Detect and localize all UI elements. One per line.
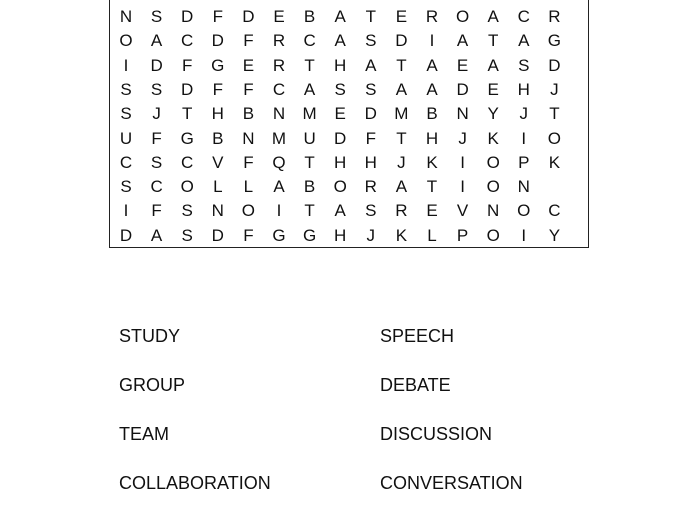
grid-letter: T — [181, 104, 193, 124]
grid-row — [110, 54, 588, 78]
grid-letter: A — [334, 201, 346, 221]
word-search-grid — [109, 0, 589, 248]
word-conversation: CONVERSATION — [380, 473, 523, 493]
grid-letter: O — [486, 177, 500, 197]
grid-letter: E — [242, 55, 255, 75]
grid-letter: G — [547, 31, 561, 51]
grid-letter: O — [486, 152, 500, 172]
grid-letter: E — [334, 104, 346, 124]
grid-letter: S — [120, 104, 132, 124]
grid-letter: F — [151, 201, 162, 221]
grid-letter: J — [550, 79, 559, 99]
grid-letter: I — [276, 201, 282, 221]
grid-letter: R — [364, 177, 377, 197]
grid-letter: C — [272, 79, 286, 99]
grid-letter: R — [548, 7, 561, 26]
grid-letter: G — [180, 128, 194, 148]
grid-letter: T — [304, 152, 315, 172]
grid-letter: L — [427, 225, 437, 245]
grid-letter: J — [458, 128, 467, 148]
grid-letter: S — [120, 177, 132, 197]
grid-letter: B — [303, 177, 316, 197]
grid-letter: I — [123, 55, 129, 75]
grid-letter: D — [150, 55, 163, 75]
grid-letter: F — [365, 128, 376, 148]
grid-letter: A — [456, 31, 469, 51]
grid-letter: G — [211, 55, 225, 75]
grid-letter: T — [365, 7, 376, 26]
grid-letter: O — [455, 7, 470, 26]
grid-letter: S — [150, 7, 163, 26]
grid-letter: A — [487, 55, 499, 75]
grid-letter: B — [303, 7, 316, 26]
grid-letter: A — [334, 31, 346, 51]
grid-letter: T — [426, 177, 438, 197]
grid-letter: K — [395, 225, 408, 245]
grid-letter: R — [425, 7, 439, 26]
grid-letter: H — [334, 55, 347, 75]
grid-letter: H — [517, 79, 530, 99]
grid-letter: B — [242, 104, 255, 124]
grid-letter: D — [119, 225, 133, 245]
grid-letter: M — [394, 104, 409, 124]
grid-letter: D — [334, 128, 347, 148]
grid-letter: U — [119, 128, 133, 148]
grid-letter: B — [212, 128, 224, 148]
grid-letter: Y — [548, 225, 561, 245]
grid-letter: N — [517, 177, 530, 197]
grid-letter: H — [364, 152, 377, 172]
grid-letter: A — [334, 7, 346, 26]
grid-row — [110, 199, 588, 223]
grid-row — [110, 127, 588, 151]
grid-row — [110, 224, 588, 248]
grid-letter: Q — [272, 152, 286, 172]
grid-letter: M — [302, 104, 317, 124]
grid-letter: C — [181, 31, 194, 51]
grid-letter: S — [181, 225, 193, 245]
grid-letter: I — [521, 128, 527, 148]
grid-letter: D — [395, 31, 408, 51]
grid-letter: S — [365, 201, 377, 221]
grid-letter: D — [364, 104, 377, 124]
grid-letter: T — [487, 31, 499, 51]
grid-letter: J — [397, 152, 406, 172]
grid-row — [110, 175, 588, 199]
grid-letter: D — [211, 225, 224, 245]
grid-letter: E — [273, 7, 285, 26]
grid-letter: A — [150, 31, 163, 51]
grid-letter: S — [181, 201, 193, 221]
grid-letter: R — [272, 31, 286, 51]
grid-letter: A — [426, 79, 438, 99]
grid-letter: S — [120, 79, 132, 99]
grid-letter: I — [429, 31, 435, 51]
grid-letter: O — [486, 225, 500, 245]
grid-letter: M — [271, 128, 287, 148]
grid-letter: I — [460, 177, 465, 197]
grid-letter: N — [119, 7, 133, 26]
grid-letter: P — [456, 225, 469, 245]
grid-row — [110, 151, 588, 175]
grid-letter: D — [211, 31, 224, 51]
grid-letter: L — [213, 177, 223, 197]
grid-letter: R — [395, 201, 408, 221]
grid-letter: T — [396, 55, 407, 75]
grid-letter: C — [181, 152, 194, 172]
grid-letter: S — [365, 79, 377, 99]
grid-letter: L — [243, 177, 254, 197]
grid-letter: F — [243, 79, 254, 99]
grid-letter: F — [212, 79, 223, 99]
grid-letter: P — [518, 152, 530, 172]
word-team: TEAM — [119, 424, 170, 444]
grid-letter: N — [272, 104, 286, 124]
grid-letter: O — [180, 177, 194, 197]
grid-letter: T — [304, 55, 315, 75]
grid-letter: I — [521, 225, 527, 245]
grid-letter: F — [243, 152, 254, 172]
grid-letter: U — [303, 128, 316, 148]
grid-letter: E — [395, 7, 408, 26]
grid-letter: F — [243, 31, 254, 51]
grid-letter: E — [426, 201, 438, 221]
grid-letter: N — [487, 201, 500, 221]
grid-letter: D — [456, 79, 469, 99]
grid-letter: D — [181, 79, 194, 99]
word-debate: DEBATE — [380, 375, 451, 395]
grid-letter: V — [212, 152, 224, 172]
grid-letter: A — [365, 55, 377, 75]
grid-letter: D — [548, 55, 561, 75]
word-speech: SPEECH — [380, 326, 455, 346]
grid-row — [110, 78, 588, 102]
grid-letter: A — [518, 31, 530, 51]
grid-letter: V — [456, 201, 469, 221]
grid-letter: G — [302, 225, 317, 245]
word-discussion: DISCUSSION — [380, 424, 493, 444]
grid-letter: I — [123, 201, 129, 221]
grid-letter: C — [303, 31, 316, 51]
grid-letter: A — [395, 177, 408, 197]
grid-letter: O — [241, 201, 255, 221]
grid-letter: A — [395, 79, 408, 99]
grid-letter: N — [211, 201, 224, 221]
grid-letter: H — [211, 104, 224, 124]
grid-letter: A — [303, 79, 316, 99]
grid-letter: H — [425, 128, 439, 148]
grid-letter: O — [333, 177, 347, 197]
grid-letter: A — [150, 225, 163, 245]
grid-letter: T — [396, 128, 407, 148]
grid-letter: B — [426, 104, 438, 124]
grid-letter: A — [273, 177, 285, 197]
grid-letter: N — [242, 128, 255, 148]
grid-letter: C — [119, 152, 133, 172]
grid-letter: J — [152, 104, 161, 124]
word-group: GROUP — [119, 375, 186, 395]
grid-letter: J — [366, 225, 376, 245]
grid-letter: I — [460, 152, 465, 172]
grid-letter: T — [549, 104, 560, 124]
grid-letter: F — [151, 128, 162, 148]
grid-letter: O — [517, 201, 531, 221]
grid-letter: S — [334, 79, 346, 99]
grid-letter: E — [456, 55, 469, 75]
word-collaboration: COLLABORATION — [119, 473, 271, 493]
grid-row — [110, 102, 588, 126]
grid-letter: K — [487, 128, 499, 148]
grid-letter: G — [272, 225, 286, 245]
grid-letter: J — [519, 104, 529, 124]
grid-letter: F — [243, 225, 254, 245]
grid-letter: H — [334, 152, 347, 172]
grid-letter: S — [518, 55, 530, 75]
grid-letter: S — [365, 31, 377, 51]
grid-letter: C — [548, 201, 561, 221]
grid-row — [110, 5, 588, 29]
grid-letter: C — [150, 177, 163, 197]
grid-letter: F — [212, 7, 223, 26]
grid-letter: T — [304, 201, 315, 221]
grid-letter: S — [150, 79, 163, 99]
grid-letter: C — [517, 7, 530, 26]
grid-row — [110, 29, 588, 53]
grid-letter: K — [548, 152, 561, 172]
grid-letter: A — [487, 7, 499, 26]
grid-letter: D — [181, 7, 194, 26]
grid-letter: N — [456, 104, 469, 124]
grid-letter: R — [272, 55, 286, 75]
grid-letter: O — [119, 31, 133, 51]
grid-letter: O — [547, 128, 561, 148]
grid-letter: S — [150, 152, 163, 172]
grid-letter: K — [426, 152, 438, 172]
grid-letter: H — [334, 225, 347, 245]
grid-letter: F — [181, 55, 193, 75]
grid-letter: A — [426, 55, 438, 75]
grid-letter: E — [487, 79, 499, 99]
grid-letter — [542, 175, 566, 199]
grid-letter: Y — [487, 104, 499, 124]
word-study: STUDY — [119, 326, 181, 346]
grid-letter: D — [242, 7, 255, 26]
